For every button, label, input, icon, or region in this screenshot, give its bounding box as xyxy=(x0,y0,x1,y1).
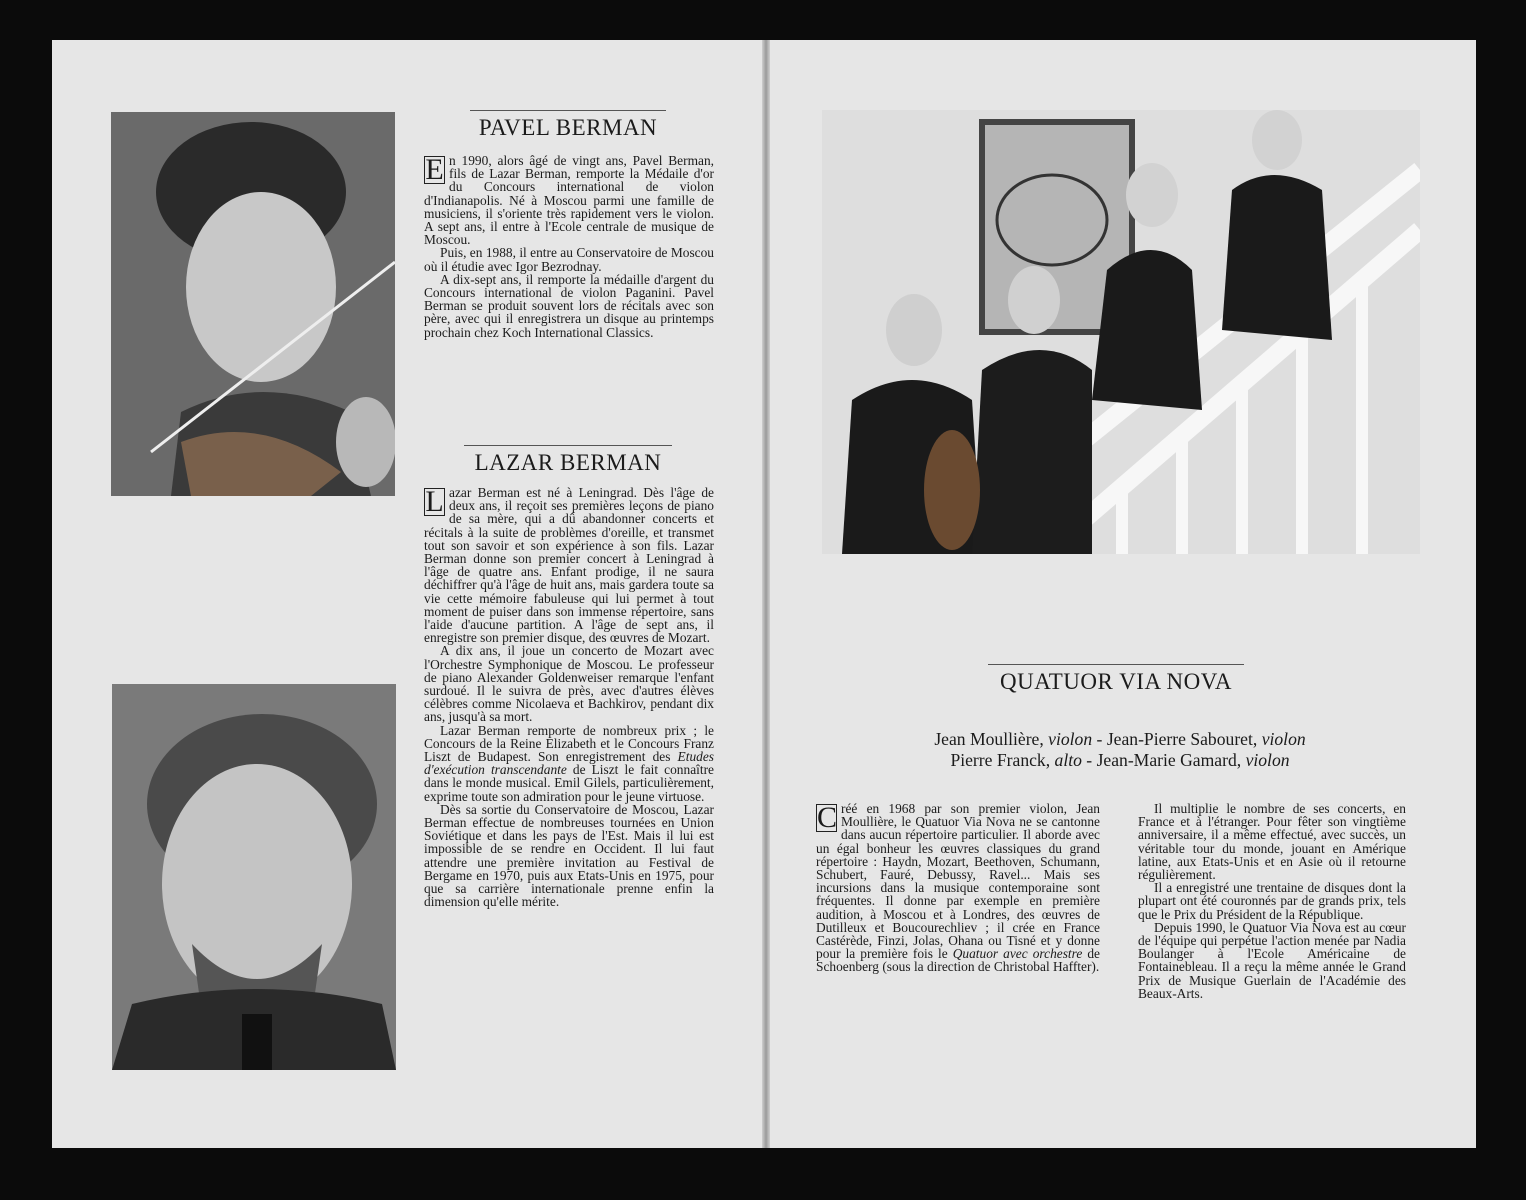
pavel-berman-heading: PAVEL BERMAN xyxy=(470,110,666,141)
members-line-1: Jean Moullière, violon - Jean-Pierre Sabouret, violon xyxy=(934,729,1306,749)
drop-cap: C xyxy=(817,801,838,834)
right-page xyxy=(770,40,1476,1148)
quatuor-via-nova-heading: QUATUOR VIA NOVA xyxy=(988,664,1244,695)
quatuor-bio-right: Il multiplie le nombre de ses concerts, en France et à l'étranger. Pour fêter son vingtième anniversaire, il a même effectué, avec succès, un véritable tour du monde, jouant en Amérique latine, aux Etats-Unis et en Asie où il retourne régulièrement. Il a enregistré une trentaine de disques dont la plupart ont été couronnés par de grands prix, tels que le Prix du Président de la République. Depuis 1990, le Quatuor Via Nova est au cœur de l'équipe qui perpétue l'action menée par Nadia Boulanger à l'Ecole Américaine de Fontainebleau. Il a reçu la même année le Grand Prix de Musique Guerlain de l'Académie des Beaux-Arts. xyxy=(1138,801,1406,1001)
pavel-berman-bio: E n 1990, alors âgé de vingt ans, Pavel Berman, fils de Lazar Berman, remporte la Médaile d'or du Concours international de violon d'Indianapolis. Né à Moscou parmi une famille de musiciens, il s'oriente très rapidement vers le violon. A sept ans, il entre à l'Ecole centrale de musique de Moscou. Puis, en 1988, il entre au Conservatoire de Moscou où il étudie avec Igor Bezrodnay. A dix-sept ans, il remporte la médaille d'argent du Concours international de violon Paganini. Pavel Berman se produit souvent lors de récitals avec son père, avec qui il enregistrera un disque au printemps prochain chez Koch International Classics. xyxy=(424,153,714,340)
quatuor-bio-left: C réé en 1968 par son premier violon, Jean Moullière, le Quatuor Via Nova ne se cantonne dans aucun répertoire particulier. Il aborde avec un égal bonheur les œuvres classiques du grand répertoire : Haydn, Mozart, Beethoven, Schumann, Schubert, Fauré, Debussy, Ravel... Mais ses incursions dans la musique contemporaine sont fréquentes. Il donne par exemple en première audition, à Moscou et à Londres, des œuvres de Dutilleux et Boucourechliev ; il crée en France Castérède, Finzi, Jolas, Ohana ou Tisné et y donne pour la première fois le Quatuor avec orchestre de Schoenberg (sous la direction de Christobal Haffter). xyxy=(816,801,1100,975)
lazar-berman-bio: L azar Berman est né à Leningrad. Dès l'âge de deux ans, il reçoit ses premières leçons de piano de sa mère, qui a dû abandonner concerts et récitals à la suite de problèmes d'oreille, et transmet tout son savoir et son expérience à son fils. Lazar Berman donne son premier concert à Leningrad à l'âge de quatre ans. Enfant prodige, il ne saura déchiffrer qu'à l'âge de huit ans, mais gardera toute sa vie cette mémoire fabuleuse qui lui permet à tout moment de puiser dans son immense répertoire, sans l'aide d'aucune partition. A l'âge de sept ans, il enregistre son premier disque, des œuvres de Mozart. A dix ans, il joue un concerto de Mozart avec l'Orchestre Symphonique de Moscou. Le professeur de piano Alexander Goldenweiser remarque l'enfant surdoué. Il le suivra de près, avec d'autres élèves célèbres comme Nicolaeva et Bachkirov, pendant dix ans, jusqu'à sa mort. Lazar Berman remporte de nombreux prix ; le Concours de la Reine Elizabeth et le Concours Franz Liszt de Budapest. Son enregistrement des Etudes d'exécution transcendante de Liszt le fait connaître dans le monde musical. Emil Gilels, particulièrement, exprime toute son admiration pour le jeune virtuose. Dès sa sortie du Conservatoire de Moscou, Lazar Berman effectue de nombreuses tournées en Union Soviétique et dans les pays de l'Est. Mais il lui est impossible de se rendre en Occident. Il lui faut attendre une première invitation au Festival de Bergame en 1970, puis aux Etats-Unis en 1975, pour que sa carrière internationale prenne enfin la dimension qu'elle mérite. xyxy=(424,485,714,910)
lazar-berman-photo xyxy=(112,684,396,1070)
left-page xyxy=(52,40,762,1148)
pavel-berman-photo xyxy=(111,112,395,496)
booklet-spine xyxy=(762,40,770,1148)
drop-cap: L xyxy=(425,485,444,518)
drop-cap: E xyxy=(425,153,444,186)
lazar-berman-heading: LAZAR BERMAN xyxy=(464,445,672,476)
members-line-2: Pierre Franck, alto - Jean-Marie Gamard, violon xyxy=(950,750,1290,770)
quartet-members xyxy=(830,729,1410,771)
quatuor-via-nova-photo xyxy=(822,110,1420,554)
